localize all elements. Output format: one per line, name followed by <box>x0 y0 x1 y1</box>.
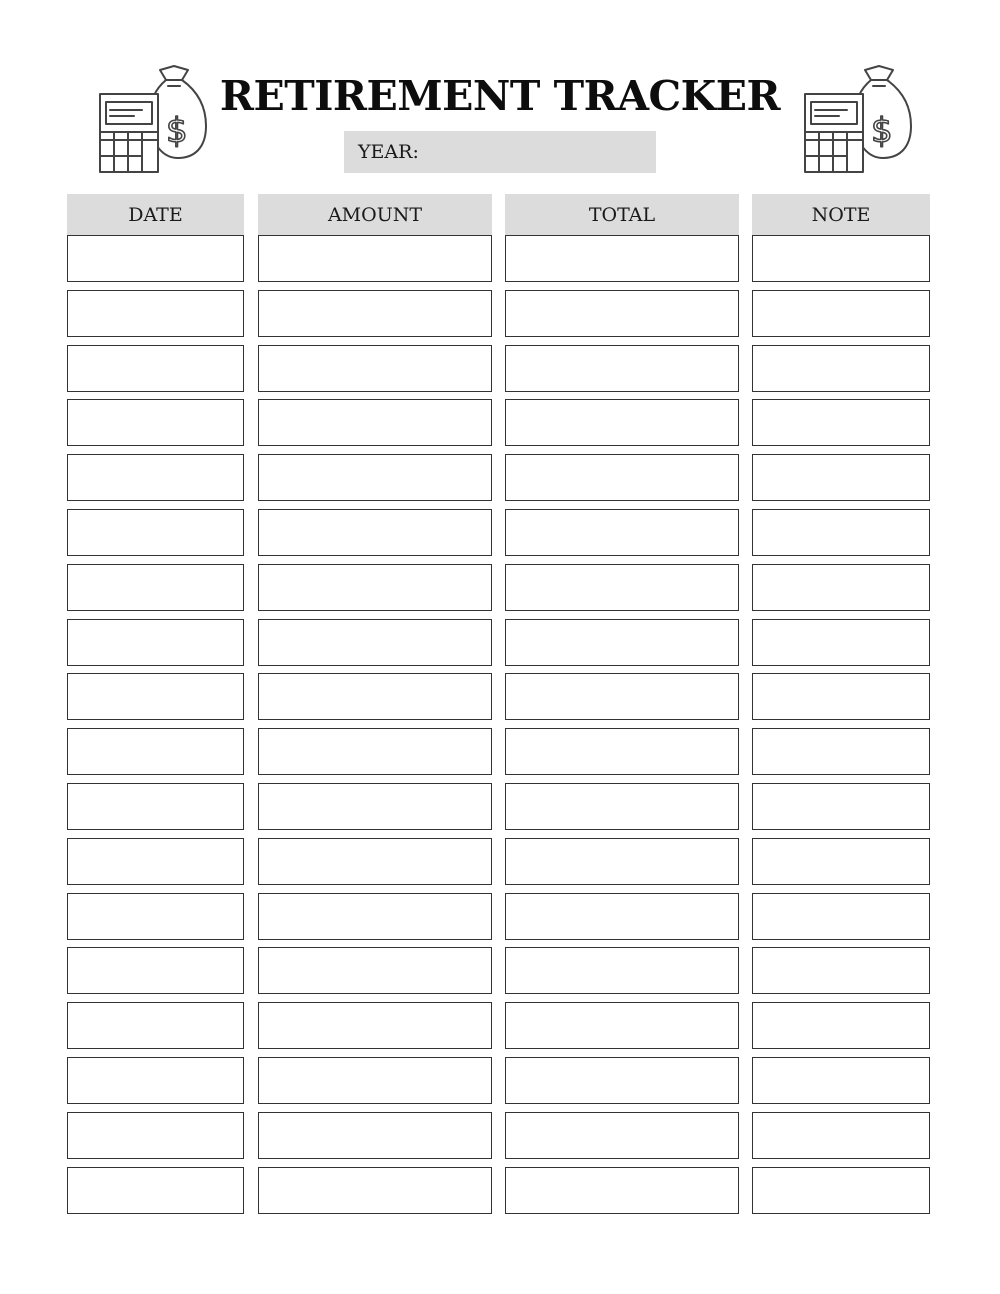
table-cell-amount[interactable] <box>258 399 492 446</box>
table-cell-date[interactable] <box>67 838 244 885</box>
table-cell-note[interactable] <box>752 893 930 940</box>
table-cell-note[interactable] <box>752 564 930 611</box>
table-cell-amount[interactable] <box>258 619 492 666</box>
table-cell-amount[interactable] <box>258 564 492 611</box>
table-cell-amount[interactable] <box>258 509 492 556</box>
table-cell-total[interactable] <box>505 1057 739 1104</box>
table-cell-total[interactable] <box>505 619 739 666</box>
table-cell-note[interactable] <box>752 345 930 392</box>
table-cell-total[interactable] <box>505 454 739 501</box>
table-cell-note[interactable] <box>752 783 930 830</box>
table-cell-date[interactable] <box>67 290 244 337</box>
table-cell-date[interactable] <box>67 673 244 720</box>
table-cell-date[interactable] <box>67 947 244 994</box>
table-cell-note[interactable] <box>752 673 930 720</box>
table-cell-note[interactable] <box>752 399 930 446</box>
table-cell-date[interactable] <box>67 235 244 282</box>
page-title: RETIREMENT TRACKER <box>219 72 781 120</box>
table-cell-note[interactable] <box>752 509 930 556</box>
table-cell-amount[interactable] <box>258 728 492 775</box>
year-field[interactable] <box>344 131 656 173</box>
table-cell-total[interactable] <box>505 345 739 392</box>
table-cell-total[interactable] <box>505 399 739 446</box>
column-header-amount: AMOUNT <box>258 194 492 235</box>
table-cell-amount[interactable] <box>258 673 492 720</box>
table-cell-amount[interactable] <box>258 290 492 337</box>
table-cell-amount[interactable] <box>258 1112 492 1159</box>
table-cell-note[interactable] <box>752 619 930 666</box>
table-cell-amount[interactable] <box>258 893 492 940</box>
table-cell-date[interactable] <box>67 509 244 556</box>
table-cell-note[interactable] <box>752 1167 930 1214</box>
table-cell-total[interactable] <box>505 673 739 720</box>
table-cell-total[interactable] <box>505 509 739 556</box>
table-cell-date[interactable] <box>67 728 244 775</box>
table-cell-total[interactable] <box>505 564 739 611</box>
table-cell-note[interactable] <box>752 290 930 337</box>
table-cell-note[interactable] <box>752 454 930 501</box>
table-cell-date[interactable] <box>67 345 244 392</box>
table-cell-note[interactable] <box>752 1002 930 1049</box>
table-cell-total[interactable] <box>505 235 739 282</box>
table-cell-date[interactable] <box>67 783 244 830</box>
table-cell-date[interactable] <box>67 399 244 446</box>
table-cell-total[interactable] <box>505 1002 739 1049</box>
table-cell-note[interactable] <box>752 235 930 282</box>
table-cell-amount[interactable] <box>258 345 492 392</box>
table-cell-amount[interactable] <box>258 235 492 282</box>
column-header-date: DATE <box>67 194 244 235</box>
svg-text:$: $ <box>871 111 893 151</box>
table-cell-date[interactable] <box>67 1002 244 1049</box>
table-cell-total[interactable] <box>505 947 739 994</box>
table-cell-date[interactable] <box>67 454 244 501</box>
column-header-note: NOTE <box>752 194 930 235</box>
table-cell-amount[interactable] <box>258 947 492 994</box>
table-cell-date[interactable] <box>67 619 244 666</box>
svg-text:$: $ <box>166 111 188 151</box>
table-cell-note[interactable] <box>752 838 930 885</box>
table-cell-amount[interactable] <box>258 838 492 885</box>
table-cell-total[interactable] <box>505 1112 739 1159</box>
table-cell-total[interactable] <box>505 838 739 885</box>
table-cell-amount[interactable] <box>258 1167 492 1214</box>
table-cell-date[interactable] <box>67 1112 244 1159</box>
table-cell-date[interactable] <box>67 564 244 611</box>
table-cell-date[interactable] <box>67 1057 244 1104</box>
table-cell-amount[interactable] <box>258 783 492 830</box>
table-cell-date[interactable] <box>67 893 244 940</box>
table-cell-note[interactable] <box>752 1112 930 1159</box>
table-cell-note[interactable] <box>752 728 930 775</box>
table-cell-amount[interactable] <box>258 454 492 501</box>
table-cell-total[interactable] <box>505 290 739 337</box>
table-cell-total[interactable] <box>505 893 739 940</box>
year-label: YEAR: <box>358 141 419 163</box>
table-cell-amount[interactable] <box>258 1002 492 1049</box>
table-cell-date[interactable] <box>67 1167 244 1214</box>
column-header-total: TOTAL <box>505 194 739 235</box>
table-cell-note[interactable] <box>752 1057 930 1104</box>
table-cell-total[interactable] <box>505 783 739 830</box>
table-cell-total[interactable] <box>505 728 739 775</box>
table-cell-amount[interactable] <box>258 1057 492 1104</box>
table-cell-total[interactable] <box>505 1167 739 1214</box>
table-cell-note[interactable] <box>752 947 930 994</box>
